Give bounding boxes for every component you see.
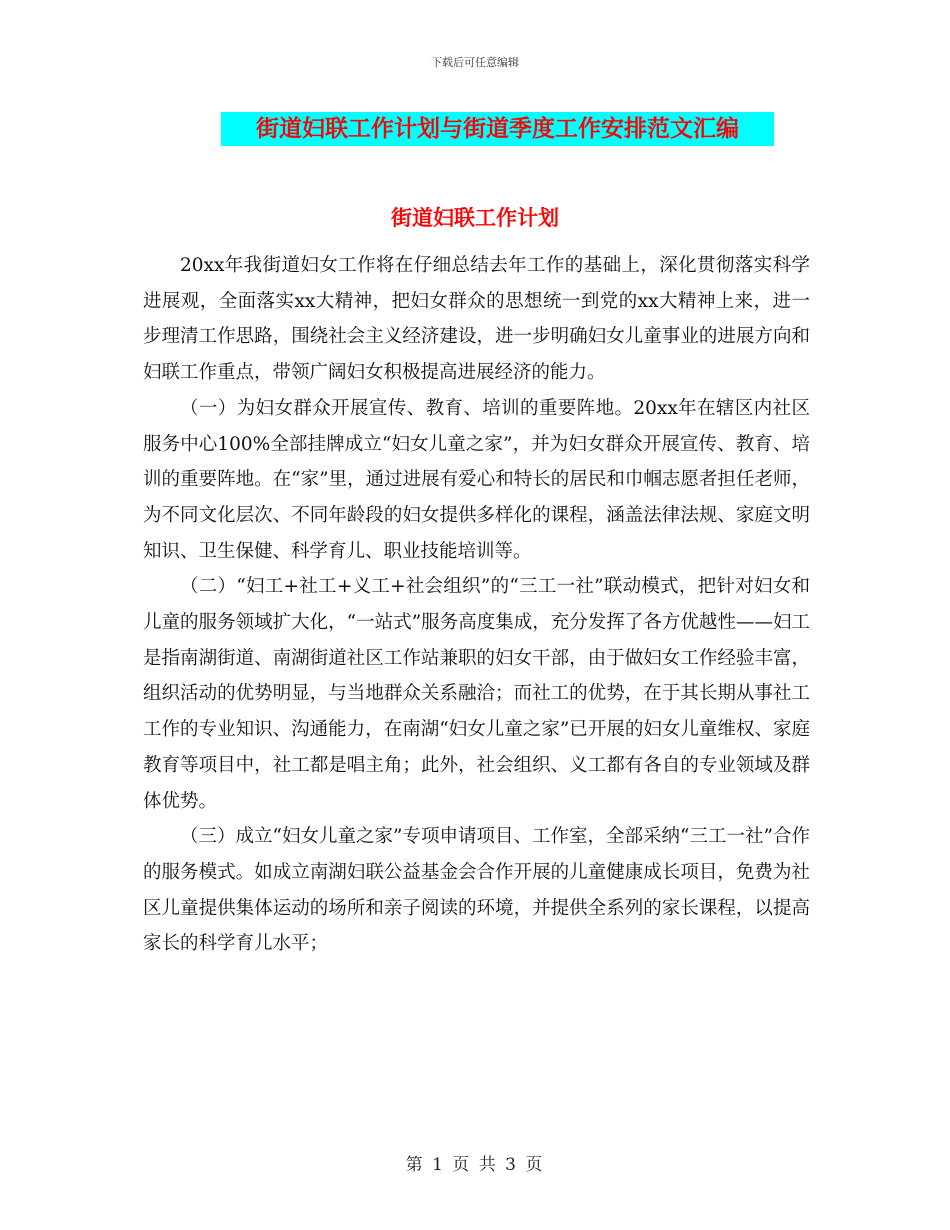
header-note: 下载后可任意编辑 [431, 56, 519, 69]
paragraph-item-1: （一）为妇女群众开展宣传、教育、培训的重要阵地。20xx年在辖区内社区服务中心100%全部挂牌成立“妇女儿童之家”，并为妇女群众开展宣传、教育、培训的重要阵地。在“家”里，通过进展有爱心和特长的居民和巾帼志愿者担任老师，为不同文化层次、不同年龄段的妇女提供多样化的课程，涵盖法律法规、家庭文明知识、卫生保健、科学育儿、职业技能培训等。 [143, 397, 810, 562]
document-body [143, 248, 810, 962]
paragraph-item-3: （三）成立“妇女儿童之家”专项申请项目、工作室，全部采纳“三工一社”合作的服务模式。如成立南湖妇联公益基金会合作开展的儿童健康成长项目，免费为社区儿童提供集体运动的场所和亲子阅读的环境，并提供全系列的家长课程，以提高家长的科学育儿水平； [143, 826, 810, 955]
section-title: 街道妇联工作计划 [391, 205, 559, 230]
paragraph-item-2: （二）“妇工+社工+义工+社会组织”的“三工一社”联动模式，把针对妇女和儿童的服务领域扩大化，“一站式”服务高度集成，充分发挥了各方优越性——妇工是指南湖街道、南湖街道社区工作站兼职的妇女干部，由于做妇女工作经验丰富，组织活动的优势明显，与当地群众关系融洽；而社工的优势，在于其长期从事社工工作的专业知识、沟通能力，在南湖“妇女儿童之家”已开展的妇女儿童维权、家庭教育等项目中，社工都是唱主角；此外，社会组织、义工都有各自的专业领域及群体优势。 [143, 576, 810, 812]
page-number-footer: 第 1 页 共 3 页 [405, 1155, 545, 1175]
document-title: 街道妇联工作计划与街道季度工作安排范文汇编 [221, 112, 774, 146]
paragraph-intro: 20xx年我街道妇女工作将在仔细总结去年工作的基础上，深化贯彻落实科学进展观，全面落实xx大精神，把妇女群众的思想统一到党的xx大精神上来，进一步理清工作思路，围绕社会主义经济建设，进一步明确妇女儿童事业的进展方向和妇联工作重点，带领广阔妇女积极提高进展经济的能力。 [143, 255, 810, 384]
